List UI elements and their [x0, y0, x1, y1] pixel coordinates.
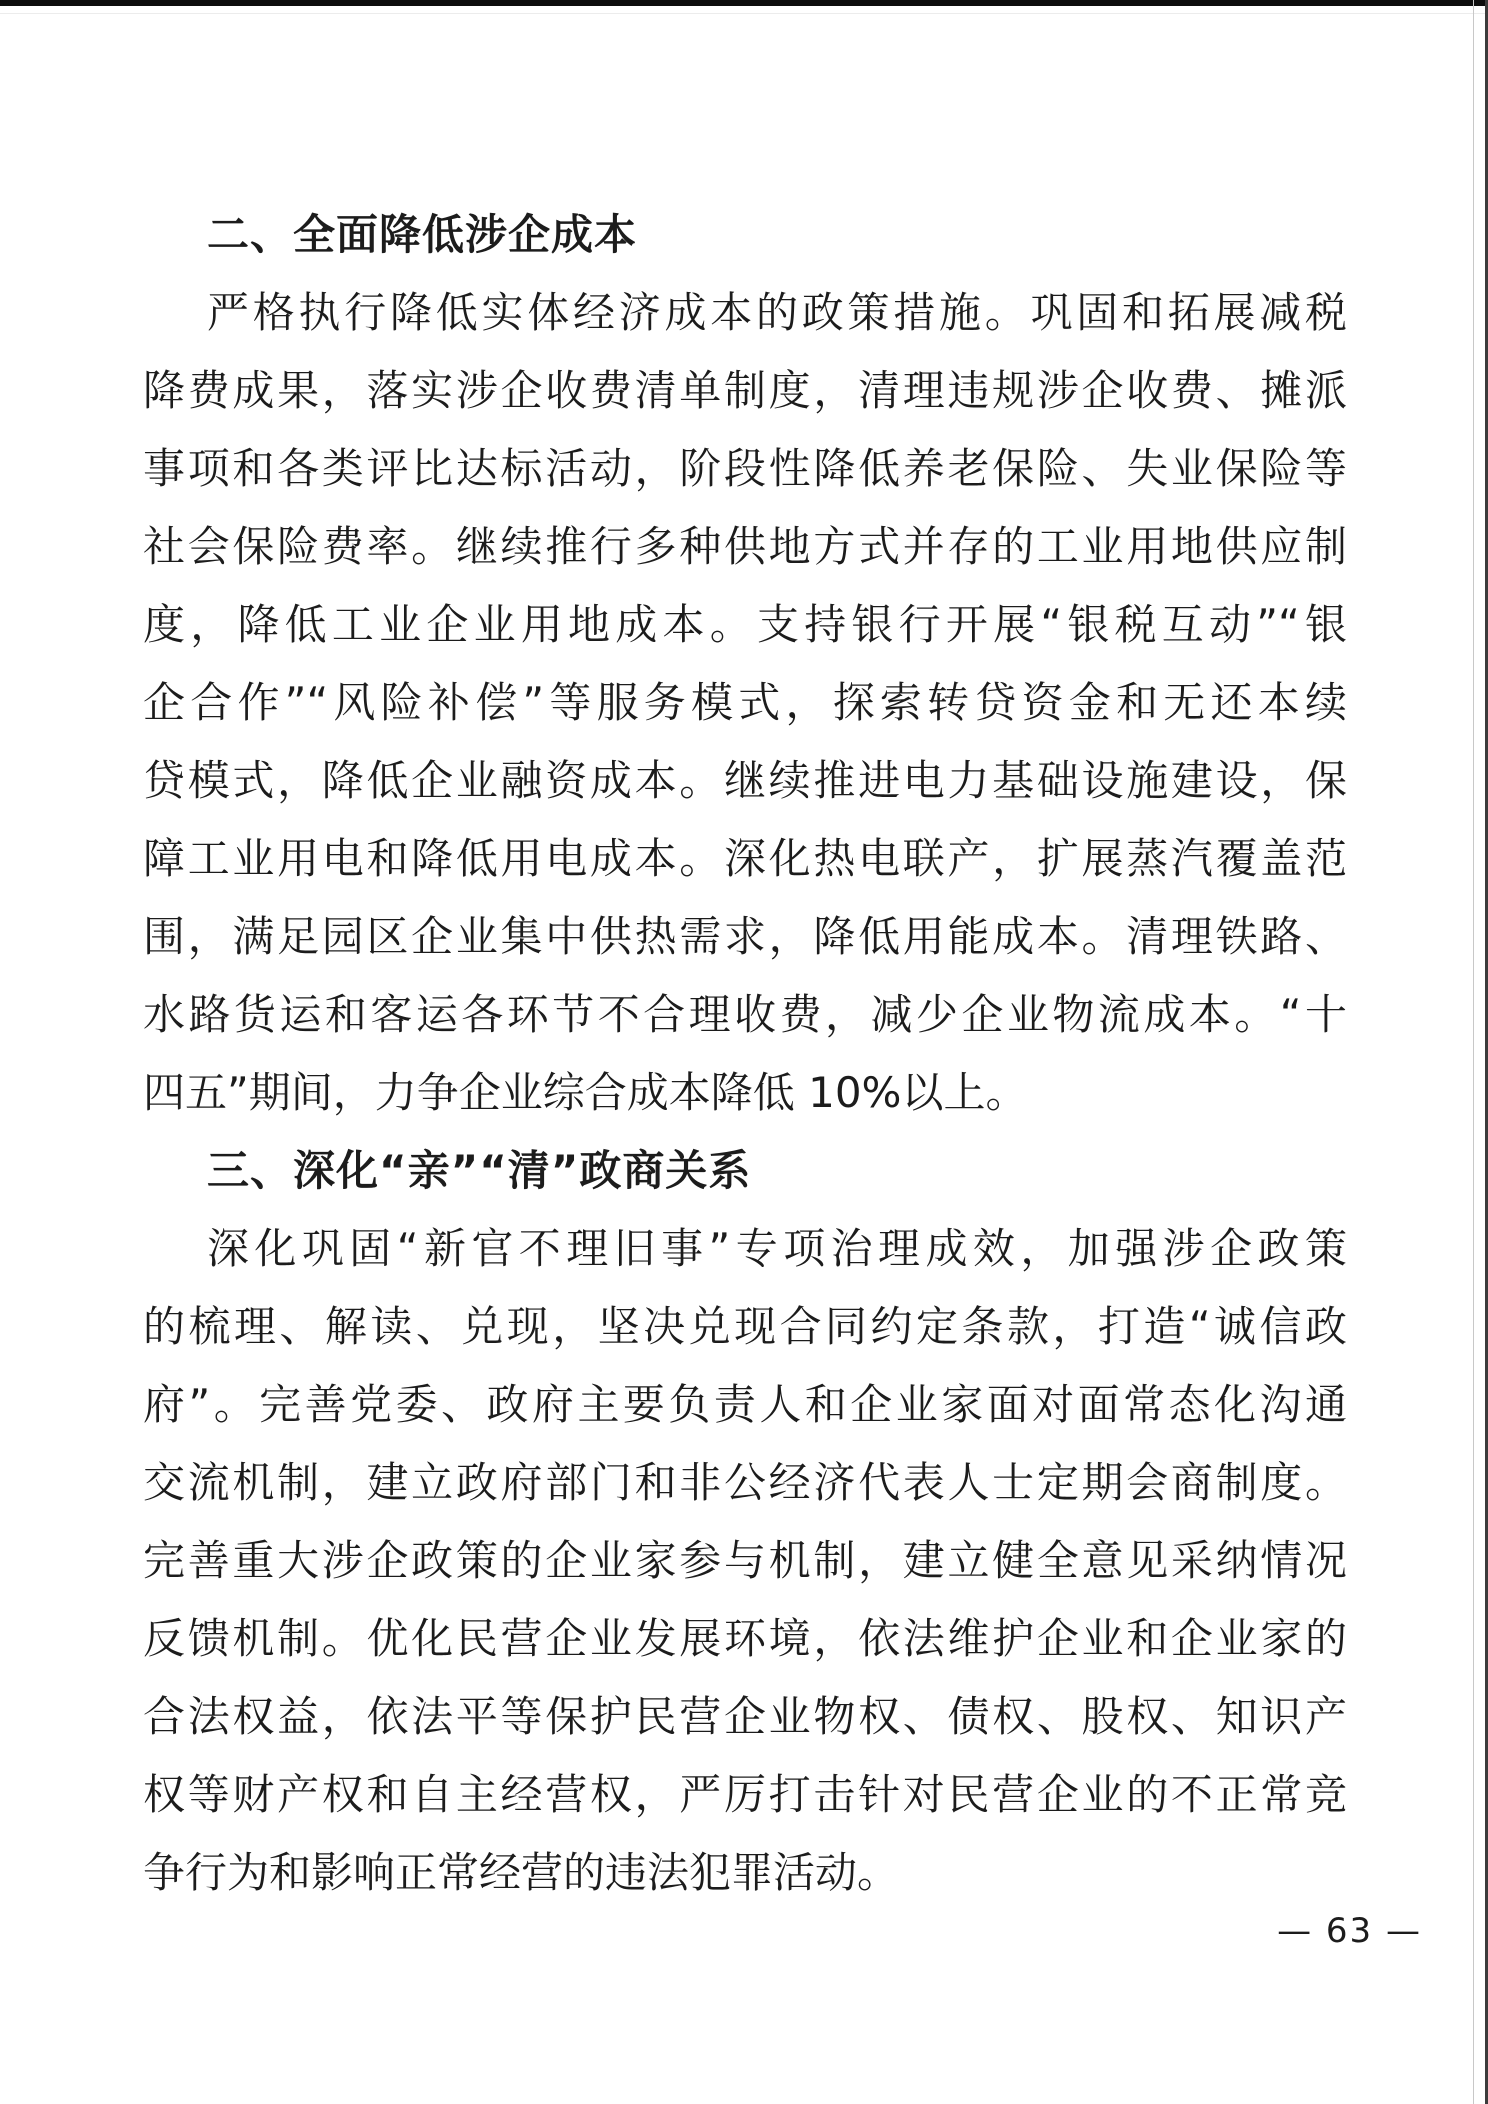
scan-right-inner-line	[1473, 0, 1474, 2104]
section-heading-2: 二、全面降低涉企成本	[207, 210, 638, 259]
section-2-paragraph	[143, 274, 1347, 1132]
scan-top-edge-bar	[0, 0, 1488, 6]
section-3-paragraph	[143, 1210, 1347, 1912]
scan-top-subline	[0, 13, 1488, 14]
text-line: 社会保险费率。继续推行多种供地方式并存的工业用地供应制	[143, 522, 1347, 571]
text-line: 四五”期间，力争企业综合成本降低 10%以上。	[143, 1068, 1028, 1117]
text-line: 贷模式，降低企业融资成本。继续推进电力基础设施建设，保	[143, 756, 1347, 805]
text-line: 深化巩固“新官不理旧事”专项治理成效，加强涉企政策	[207, 1224, 1347, 1273]
text-line: 围，满足园区企业集中供热需求，降低用能成本。清理铁路、	[143, 912, 1347, 961]
text-line: 交流机制，建立政府部门和非公经济代表人士定期会商制度。	[143, 1458, 1347, 1507]
section-heading-3: 三、深化“亲”“清”政商关系	[207, 1146, 752, 1195]
page-number: — 63 —	[1277, 1911, 1422, 1951]
text-line: 严格执行降低实体经济成本的政策措施。巩固和拓展减税	[207, 288, 1347, 337]
text-line: 事项和各类评比达标活动，阶段性降低养老保险、失业保险等	[143, 444, 1347, 493]
text-line: 企合作”“风险补偿”等服务模式，探索转贷资金和无还本续	[143, 678, 1347, 727]
text-line: 权等财产权和自主经营权，严厉打击针对民营企业的不正常竞	[143, 1770, 1347, 1819]
text-line: 度，降低工业企业用地成本。支持银行开展“银税互动”“银	[143, 600, 1347, 649]
text-line: 完善重大涉企政策的企业家参与机制，建立健全意见采纳情况	[143, 1536, 1347, 1585]
text-line: 反馈机制。优化民营企业发展环境，依法维护企业和企业家的	[143, 1614, 1347, 1663]
text-line: 障工业用电和降低用电成本。深化热电联产，扩展蒸汽覆盖范	[143, 834, 1347, 883]
text-line: 合法权益，依法平等保护民营企业物权、债权、股权、知识产	[143, 1692, 1347, 1741]
text-line: 府”。完善党委、政府主要负责人和企业家面对面常态化沟通	[143, 1380, 1347, 1429]
text-line: 争行为和影响正常经营的违法犯罪活动。	[143, 1848, 900, 1897]
text-line: 的梳理、解读、兑现，坚决兑现合同约定条款，打造“诚信政	[143, 1302, 1347, 1351]
text-line: 降费成果，落实涉企收费清单制度，清理违规涉企收费、摊派	[143, 366, 1347, 415]
text-line: 水路货运和客运各环节不合理收费，减少企业物流成本。“十	[143, 990, 1347, 1039]
document-body	[143, 196, 1347, 1912]
